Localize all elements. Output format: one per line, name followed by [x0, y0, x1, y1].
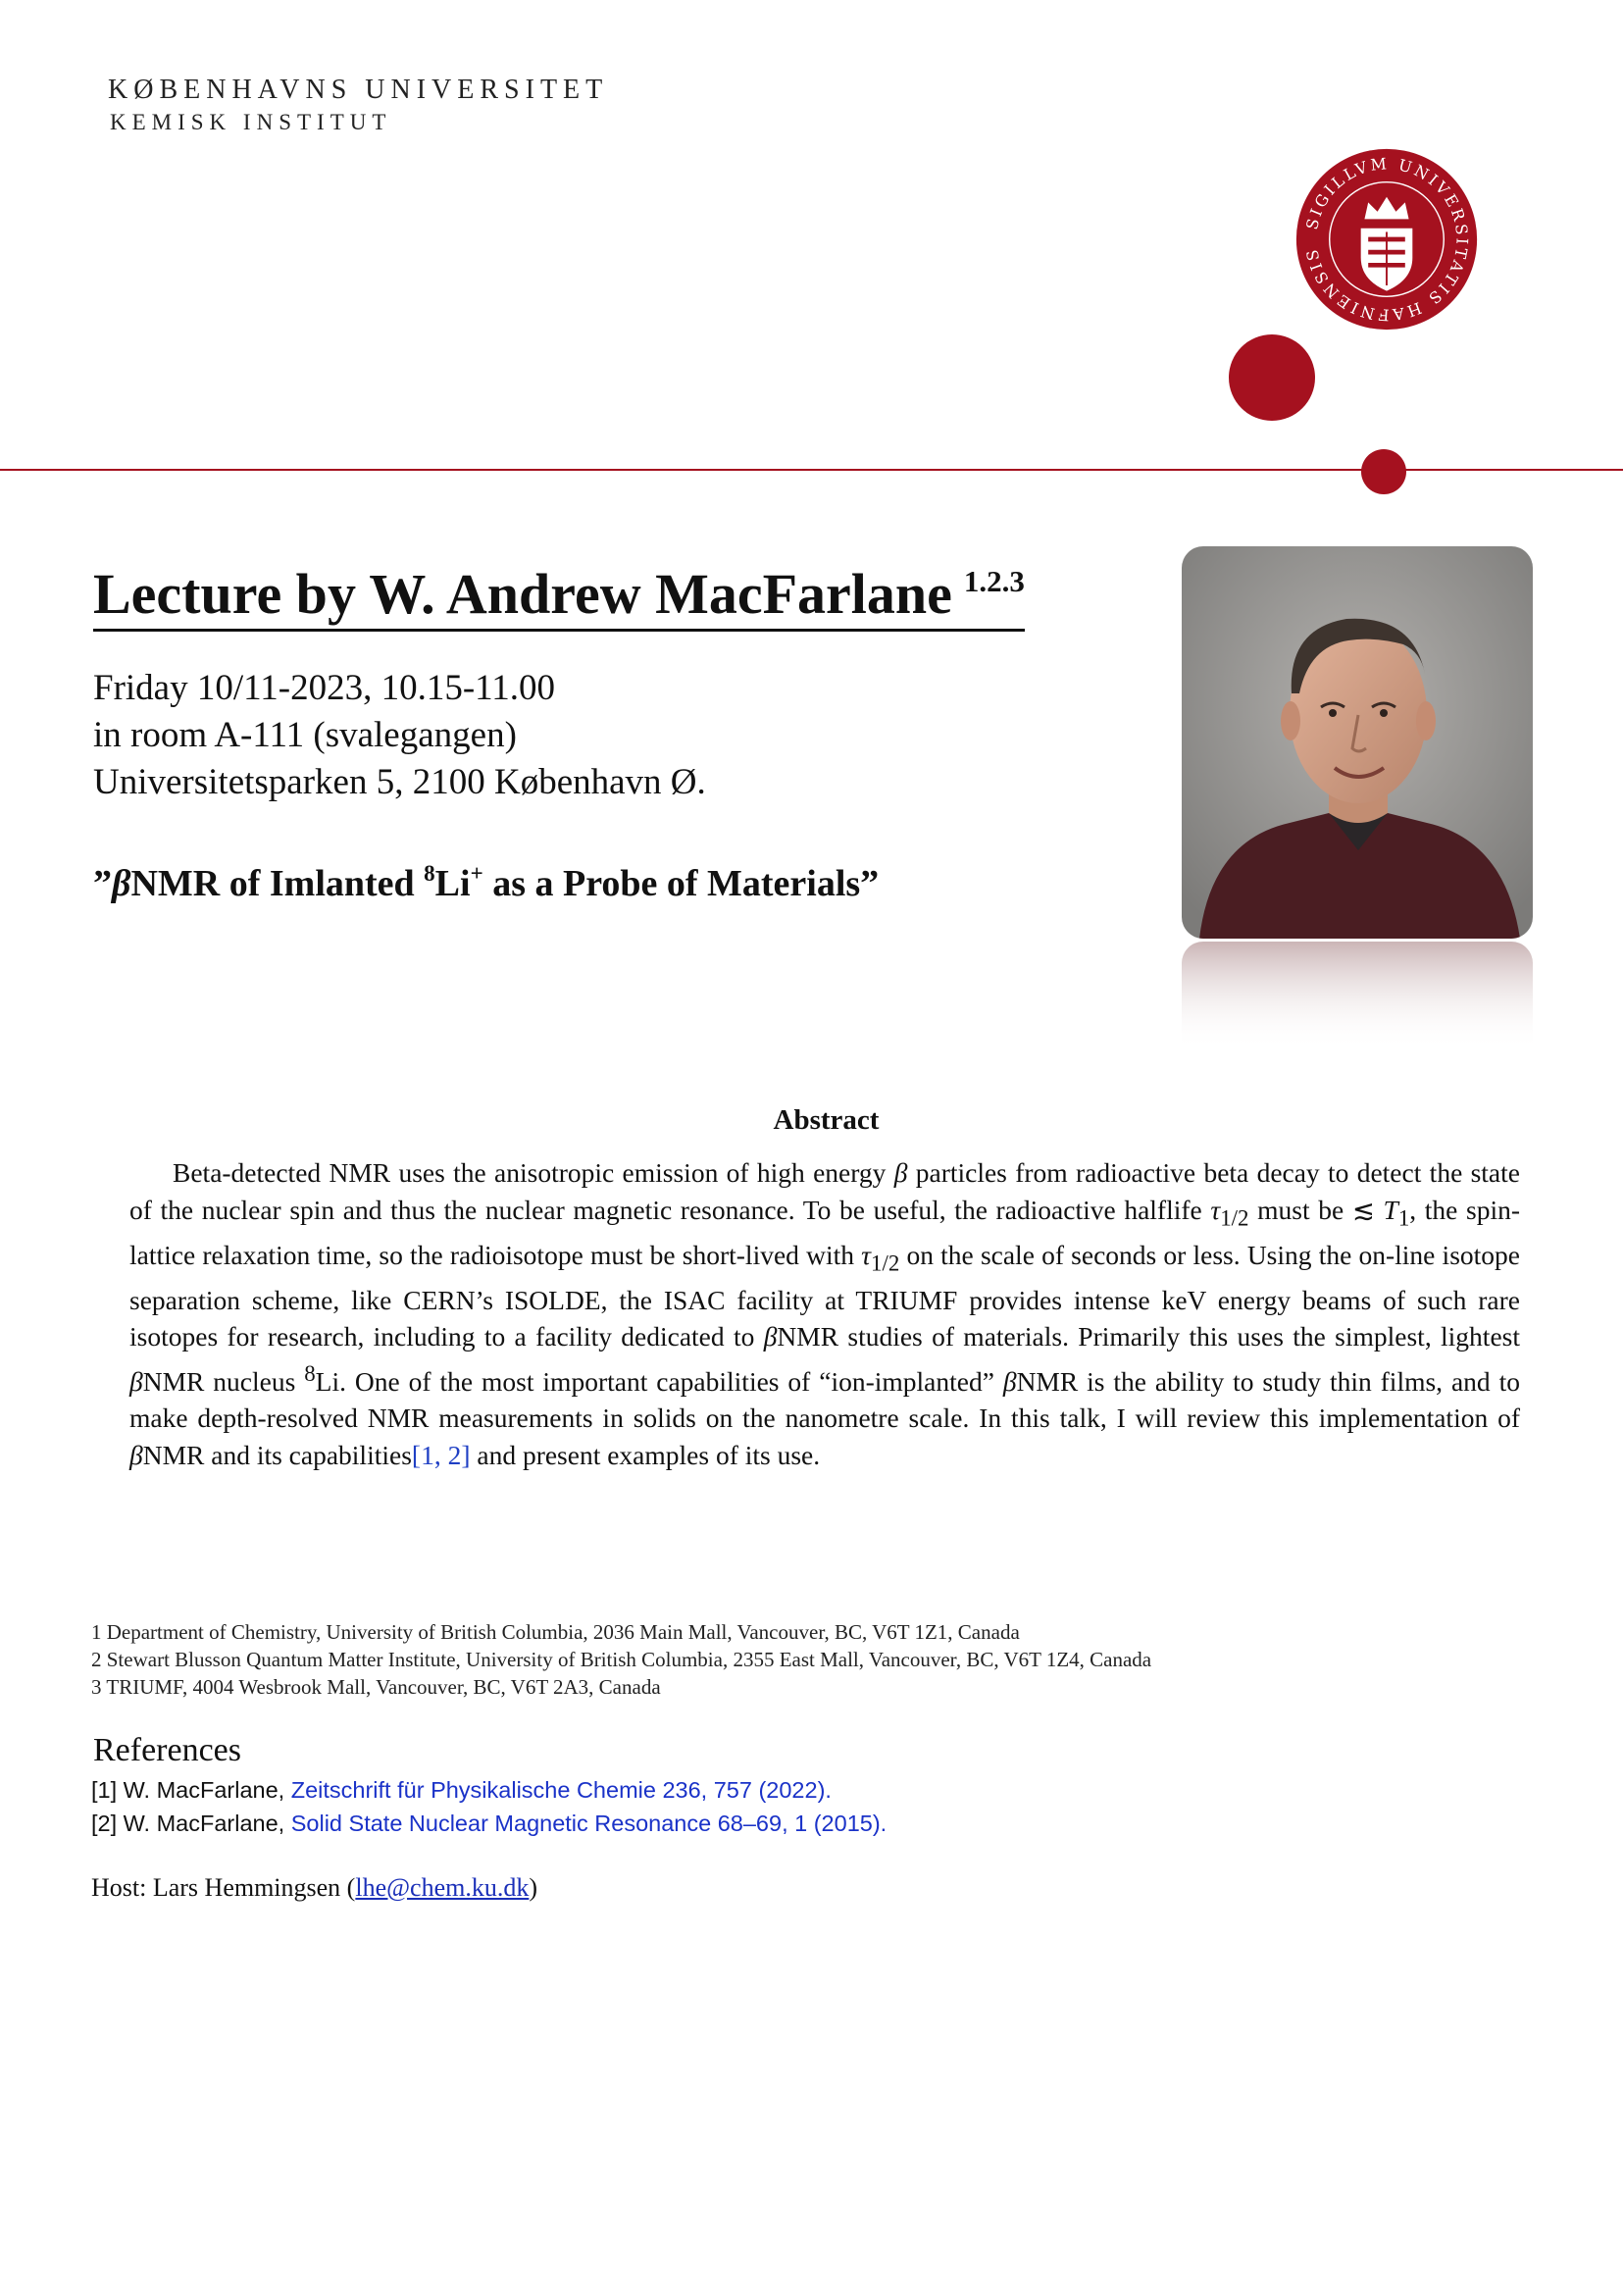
talk-title-isotope: 8 [424, 861, 435, 886]
host-suffix: ) [529, 1873, 538, 1902]
lecture-title [93, 549, 1025, 632]
abstract-beta: β [763, 1321, 778, 1352]
abstract-text: . One of the most important capabilities of “ion-implanted” [339, 1365, 1003, 1397]
reference-author: [2] W. MacFarlane, [91, 1811, 291, 1836]
reference-author: [1] W. MacFarlane, [91, 1777, 291, 1803]
abstract-text: particles from radioactive beta decay to detect the state of the nuclear spin and thus the nuclear magnetic resonance. To be useful, the radioactive halflife [129, 1157, 1520, 1225]
abstract-text: Beta-detected NMR uses the anisotropic emission of high energy [173, 1157, 894, 1188]
abstract-body [129, 1154, 1520, 1473]
lecture-title-text: Lecture by W. Andrew MacFarlane [93, 562, 952, 626]
university-name: KØBENHAVNS UNIVERSITET [108, 75, 609, 105]
talk-title-charge: + [470, 861, 483, 886]
decorative-red-dot-small [1361, 449, 1406, 494]
lecture-room: in room A-111 (svalegangen) [93, 715, 517, 755]
affiliation-2: 2 Stewart Blusson Quantum Matter Institute, University of British Columbia, 2355 East Mall, Vancouver, BC, V6T 1Z4, Canada [91, 1648, 1152, 1671]
abstract-tau: τ [861, 1239, 872, 1270]
host-email-link[interactable]: lhe@chem.ku.dk [355, 1873, 530, 1902]
lecture-address: Universitetsparken 5, 2100 København Ø. [93, 762, 706, 802]
host-line [91, 1873, 537, 1903]
reference-item [91, 1811, 887, 1837]
reference-link[interactable]: Zeitschrift für Physikalische Chemie 236, 757 (2022). [290, 1777, 832, 1803]
affiliation-3: 3 TRIUMF, 4004 Wesbrook Mall, Vancouver, BC, V6T 2A3, Canada [91, 1675, 661, 1699]
abstract-subscript: 1/2 [1220, 1205, 1249, 1230]
abstract-text: and present examples of its use. [470, 1439, 821, 1470]
department-name: KEMISK INSTITUT [110, 110, 392, 134]
abstract-tau: τ [1210, 1194, 1221, 1225]
talk-title-part2: as a Probe of Materials” [482, 863, 880, 904]
abstract-text: , the spin-lattice relaxation time, so the radioisotope must be short-lived with [129, 1194, 1521, 1270]
abstract-subscript: 1/2 [871, 1250, 900, 1275]
abstract-heading: Abstract [773, 1104, 880, 1136]
abstract-beta: β [893, 1157, 908, 1188]
abstract-T: T [1383, 1194, 1398, 1225]
lecture-title-affiliation-marks: 1.2.3 [963, 564, 1025, 598]
abstract-paragraph [129, 1154, 1520, 1473]
speaker-photo-reflection [1182, 942, 1533, 1049]
abstract-subscript: 1 [1397, 1205, 1410, 1230]
abstract-isotope: 8 [304, 1360, 316, 1386]
abstract-beta: β [1002, 1365, 1017, 1397]
reference-item [91, 1777, 832, 1804]
talk-title-open-quote: ” [93, 863, 112, 904]
talk-title [93, 861, 879, 905]
abstract-lesssim: ≲ [1351, 1194, 1375, 1225]
abstract-beta: β [129, 1439, 143, 1470]
abstract-text: must be [1248, 1194, 1352, 1225]
citation-link[interactable]: [1, 2] [411, 1439, 471, 1470]
university-seal-logo [1294, 147, 1479, 332]
decorative-red-dot-large [1229, 334, 1315, 421]
seal-ring-text: SIGILLVM UNIVERSITATIS HAFNIENSIS [1301, 154, 1472, 325]
abstract-text: NMR nucleus [142, 1365, 305, 1397]
abstract-element: Li [315, 1365, 340, 1397]
abstract-beta: β [129, 1365, 143, 1397]
talk-title-beta: β [112, 863, 131, 904]
abstract-text: NMR studies of materials. Primarily this uses the simplest, lightest [777, 1321, 1520, 1352]
abstract-text: on the scale of seconds or less. Using the on-line isotope separation scheme, like CERN’s ISOLDE, the ISAC facility at TRIUMF provides intense keV energy beams of such rare isotopes for research, including to a facility dedicated to [129, 1239, 1520, 1352]
host-label: Host: Lars Hemmingsen ( [91, 1873, 356, 1902]
references-heading: References [93, 1732, 242, 1768]
lecture-date-time: Friday 10/11-2023, 10.15-11.00 [93, 668, 556, 708]
talk-title-element: Li [434, 863, 471, 904]
reference-link[interactable]: Solid State Nuclear Magnetic Resonance 68–69, 1 (2015). [290, 1811, 888, 1836]
abstract-text: NMR and its capabilities [142, 1439, 412, 1470]
abstract-text: NMR is the ability to study thin films, and to make depth-resolved NMR measurements in solids on the nanometre scale. In this talk, I will review this implementation of [129, 1365, 1520, 1434]
affiliation-1: 1 Department of Chemistry, University of British Columbia, 2036 Main Mall, Vancouver, BC, V6T 1Z1, Canada [91, 1620, 1020, 1644]
talk-title-part1: NMR of Imlanted [130, 863, 425, 904]
speaker-portrait-photo [1182, 546, 1533, 939]
